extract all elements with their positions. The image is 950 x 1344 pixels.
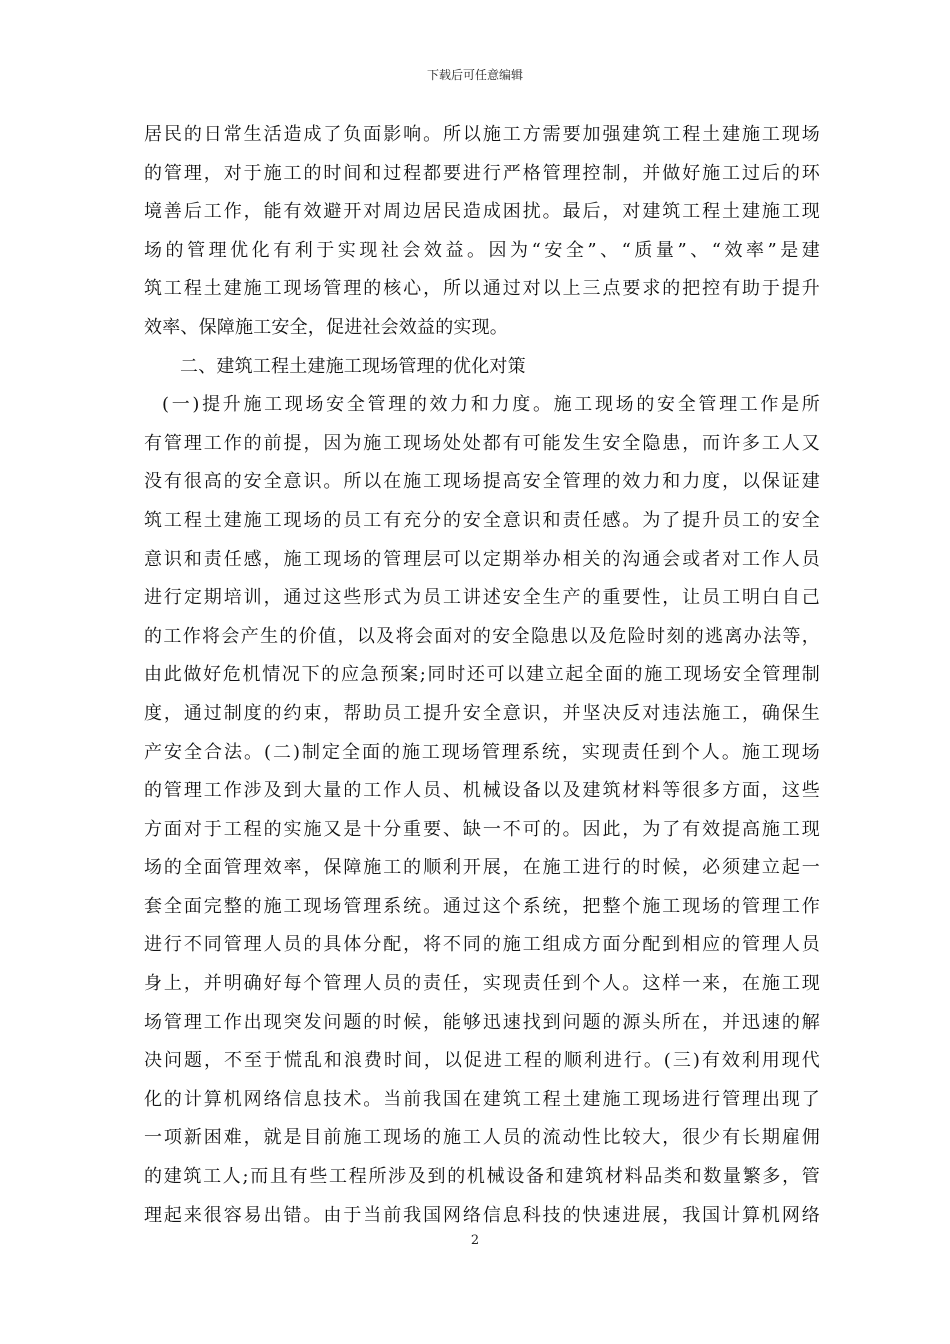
text-line: 身上，并明确好每个管理人员的责任，实现责任到个人。这样一来，在施工现 bbox=[144, 973, 820, 995]
text-line: 化的计算机网络信息技术。当前我国在建筑工程土建施工现场进行管理出现了 bbox=[144, 1088, 820, 1110]
text-line: 的建筑工人;而且有些工程所涉及到的机械设备和建筑材料品类和数量繁多，管 bbox=[144, 1166, 820, 1188]
text-line: 场的管理优化有利于实现社会效益。因为“安全”、“质量”、“效率”是建 bbox=[144, 239, 820, 261]
text-line: 一项新困难，就是目前施工现场的施工人员的流动性比较大，很少有长期雇佣 bbox=[144, 1127, 820, 1149]
text-line: 度，通过制度的约束，帮助员工提升安全意识，并坚决反对违法施工，确保生 bbox=[144, 702, 820, 724]
text-line: 居民的日常生活造成了负面影响。所以施工方需要加强建筑工程土建施工现场 bbox=[144, 124, 820, 145]
body-text bbox=[144, 116, 820, 1235]
text-line: 的管理，对于施工的时间和过程都要进行严格管理控制，并做好施工过后的环 bbox=[144, 162, 820, 184]
text-line: 由此做好危机情况下的应急预案;同时还可以建立起全面的施工现场安全管理制 bbox=[144, 664, 820, 686]
text-line: 筑工程土建施工现场的员工有充分的安全意识和责任感。为了提升员工的安全 bbox=[144, 509, 820, 531]
text-line: 套全面完整的施工现场管理系统。通过这个系统，把整个施工现场的管理工作 bbox=[144, 895, 820, 917]
text-line: 有管理工作的前提，因为施工现场处处都有可能发生安全隐患，而许多工人又 bbox=[144, 432, 820, 454]
text-line: 场管理工作出现突发问题的时候，能够迅速找到问题的源头所在，并迅速的解 bbox=[144, 1011, 820, 1033]
text-line: 境善后工作，能有效避开对周边居民造成困扰。最后，对建筑工程土建施工现 bbox=[144, 201, 820, 223]
page-number: 2 bbox=[470, 1233, 480, 1248]
text-line: 决问题，不至于慌乱和浪费时间，以促进工程的顺利进行。(三)有效利用现代 bbox=[144, 1050, 820, 1072]
text-line: (一)提升施工现场安全管理的效力和力度。施工现场的安全管理工作是所 bbox=[162, 394, 820, 416]
text-line: 进行定期培训，通过这些形式为员工讲述安全生产的重要性，让员工明白自己 bbox=[144, 587, 820, 609]
text-line: 进行不同管理人员的具体分配，将不同的施工组成方面分配到相应的管理人员 bbox=[144, 934, 820, 956]
text-line: 意识和责任感，施工现场的管理层可以定期举办相关的沟通会或者对工作人员 bbox=[144, 548, 820, 570]
text-line: 的工作将会产生的价值，以及将会面对的安全隐患以及危险时刻的逃离办法等， bbox=[144, 625, 820, 647]
text-line: 场的全面管理效率，保障施工的顺利开展，在施工进行的时候，必须建立起一 bbox=[144, 857, 820, 879]
text-line: 效率、保障施工安全，促进社会效益的实现。 bbox=[144, 316, 508, 338]
page-header: 下载后可任意编辑 bbox=[426, 68, 523, 82]
text-line: 的管理工作涉及到大量的工作人员、机械设备以及建筑材料等很多方面，这些 bbox=[144, 780, 820, 802]
text-line: 方面对于工程的实施又是十分重要、缺一不可的。因此，为了有效提高施工现 bbox=[144, 818, 820, 840]
text-line: 筑工程土建施工现场管理的核心，所以通过对以上三点要求的把控有助于提升 bbox=[144, 278, 820, 300]
section-heading: 二、建筑工程土建施工现场管理的优化对策 bbox=[180, 355, 526, 377]
text-line: 产安全合法。(二)制定全面的施工现场管理系统，实现责任到个人。施工现场 bbox=[144, 741, 820, 763]
text-line: 理起来很容易出错。由于当前我国网络信息科技的快速进展，我国计算机网络 bbox=[144, 1204, 820, 1226]
text-line: 没有很高的安全意识。所以在施工现场提高安全管理的效力和力度，以保证建 bbox=[144, 471, 820, 493]
